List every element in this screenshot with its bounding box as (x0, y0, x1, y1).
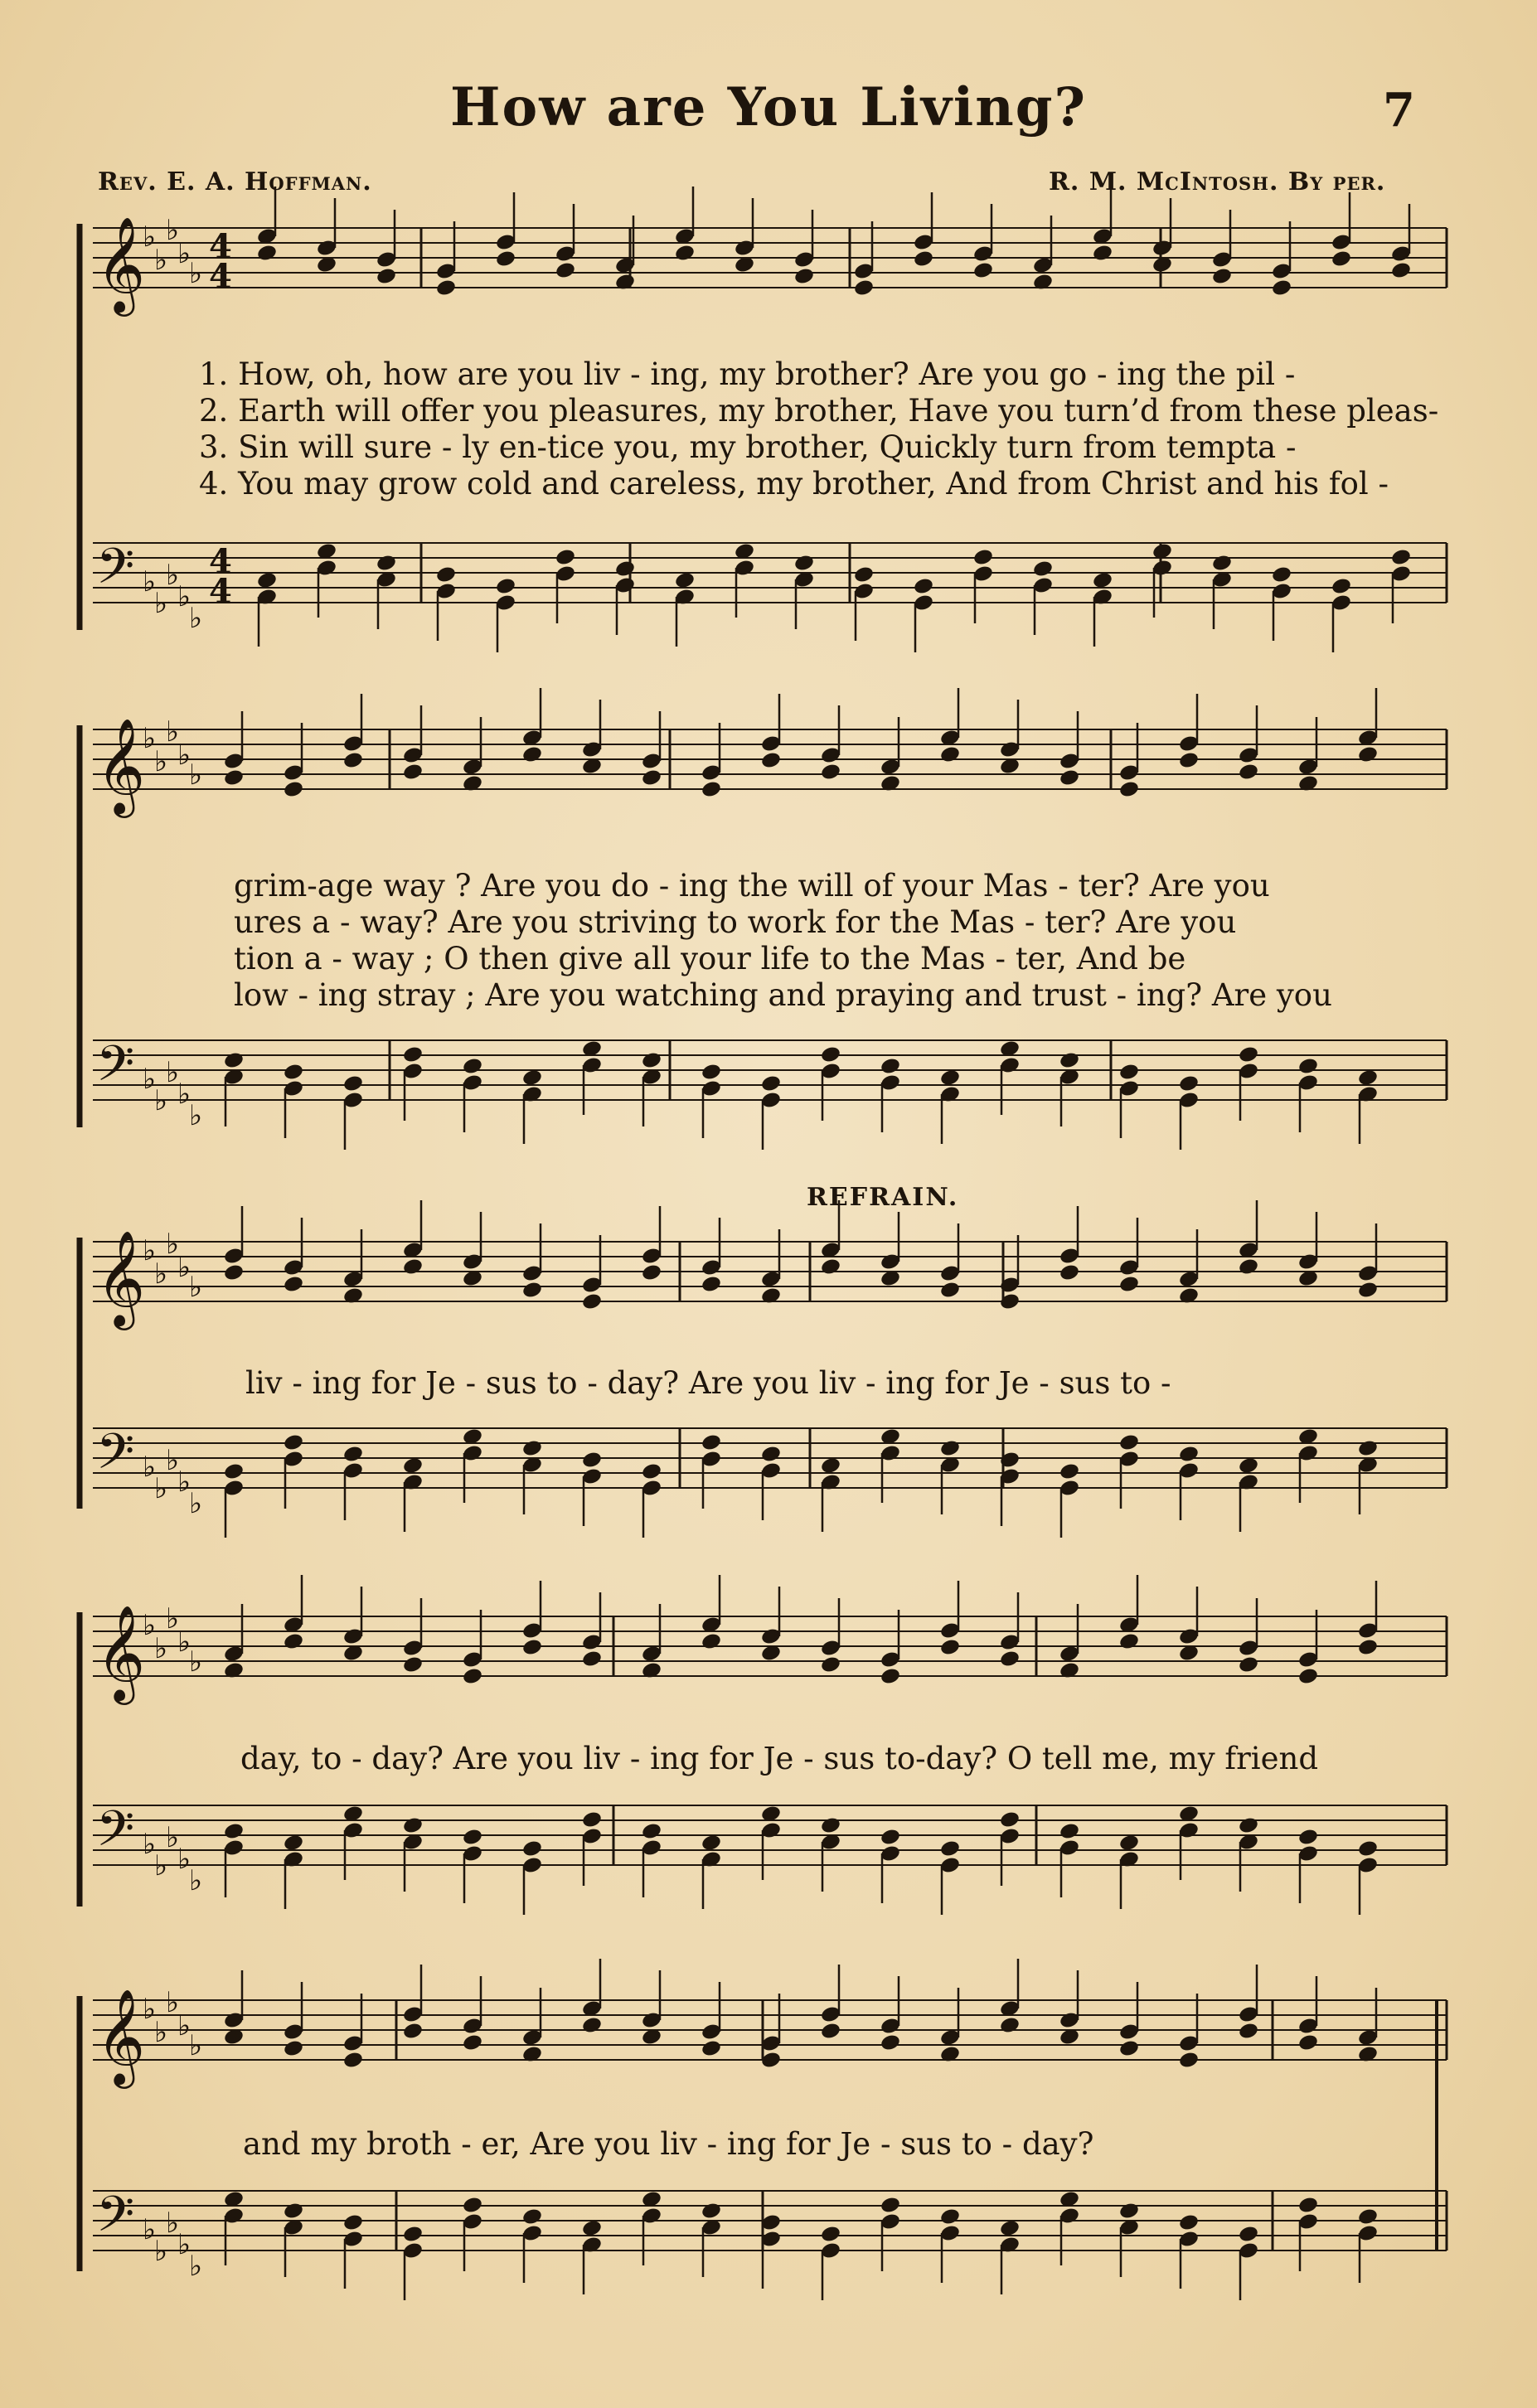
note-head (283, 1063, 304, 1082)
flat-sign-icon: ♭ (166, 1821, 180, 1854)
note-head (342, 1074, 364, 1093)
note-head (376, 554, 397, 573)
note-head (701, 1433, 722, 1452)
note-head (820, 1257, 841, 1277)
treble-clef-icon: 𝄞 (96, 1988, 146, 2085)
note-head (435, 279, 457, 298)
refrain-line-1: liv - ing for Je - sus to - day? Are you liv - ing for Je - sus to - (245, 1365, 1171, 1401)
note-head (1238, 1655, 1259, 1674)
note-head (462, 1828, 483, 1847)
time-signature-top: 4 (209, 227, 232, 266)
note-head (1118, 1275, 1140, 1294)
flat-sign-icon: ♭ (154, 1632, 168, 1665)
note-head (1092, 244, 1113, 263)
note-head (853, 279, 875, 298)
hymn-title: How are You Living? (450, 76, 1087, 138)
note-head (1118, 1433, 1140, 1452)
note-head (939, 1439, 961, 1458)
note-head (1118, 1632, 1140, 1651)
note-head (793, 267, 815, 286)
note-head (641, 1051, 662, 1070)
bass-clef-icon: 𝄢 (96, 1800, 135, 1869)
note-head (342, 2051, 364, 2070)
note-head (999, 2219, 1021, 2238)
note-head (820, 2225, 841, 2244)
flat-sign-icon: ♭ (177, 1466, 192, 1499)
note-head (1211, 554, 1233, 573)
time-signature-top: 4 (209, 542, 232, 581)
note-head (820, 1456, 841, 1475)
note-head (1357, 1638, 1379, 1657)
flat-sign-icon: ♭ (154, 2235, 168, 2268)
note-head (555, 548, 576, 567)
flat-sign-icon: ♭ (154, 1849, 168, 1882)
note-head (581, 2016, 603, 2035)
treble-clef-icon: 𝄞 (96, 1604, 146, 1701)
note-head (581, 1451, 603, 1470)
note-head (1118, 2039, 1140, 2058)
flat-sign-icon: ♭ (166, 559, 180, 592)
flat-sign-icon: ♭ (177, 1251, 192, 1284)
flat-sign-icon: ♭ (154, 1084, 168, 1117)
note-head (820, 2022, 841, 2041)
note-head (342, 1445, 364, 1464)
flat-sign-icon: ♭ (189, 2029, 203, 2062)
note-head (1059, 1051, 1080, 1070)
note-head (283, 1834, 304, 1853)
note-head (256, 571, 278, 590)
note-head (701, 1834, 722, 1853)
bass-clef-icon: 𝄢 (96, 1422, 135, 1492)
composer-credit: R. M. McIntosh. By per. (1049, 167, 1386, 196)
note-head (701, 2039, 722, 2058)
note-head (880, 1828, 901, 1847)
note-head (939, 1281, 961, 1300)
verse-4-line-1: 4. You may grow cold and careless, my brother, And from Christ and his fol - (199, 466, 1389, 501)
note-head (674, 244, 696, 263)
note-head (223, 1051, 245, 1070)
time-signature-bottom: 4 (209, 257, 232, 296)
note-head (402, 1045, 424, 1064)
note-head (462, 2196, 483, 2215)
note-head (1297, 1057, 1319, 1076)
note-head (376, 267, 397, 286)
note-head (1238, 763, 1259, 782)
note-head (1331, 577, 1352, 596)
author-credit: Rev. E. A. Hoffman. (98, 167, 372, 196)
verse-1-line-2: grim-age way ? Are you do - ing the will of your Mas - ter? Are you (234, 868, 1270, 904)
flat-sign-icon: ♭ (143, 722, 157, 755)
flat-sign-icon: ♭ (143, 1234, 157, 1267)
note-head (939, 745, 961, 764)
refrain-line-3: and my broth - er, Are you liv - ing for Je - sus to - day? (243, 2126, 1094, 2162)
note-head (1238, 1456, 1259, 1475)
note-head (1271, 565, 1292, 584)
note-head (402, 763, 424, 782)
flat-sign-icon: ♭ (143, 1609, 157, 1642)
note-head (1118, 2202, 1140, 2221)
note-head (760, 1445, 782, 1464)
note-head (880, 2033, 901, 2052)
note-head (521, 1281, 543, 1300)
time-signature-bottom: 4 (209, 572, 232, 611)
note-head (521, 1068, 543, 1088)
note-head (402, 2225, 424, 2244)
note-head (999, 1650, 1021, 1669)
flat-sign-icon: ♭ (143, 1828, 157, 1861)
note-head (283, 780, 304, 799)
note-head (701, 1063, 722, 1082)
treble-clef-icon: 𝄞 (96, 1229, 146, 1326)
note-head (1390, 548, 1412, 567)
page-number: 7 (1383, 83, 1415, 138)
note-head (555, 261, 576, 280)
note-head (1211, 267, 1233, 286)
flat-sign-icon: ♭ (166, 1444, 180, 1477)
note-head (939, 2207, 961, 2226)
flat-sign-icon: ♭ (177, 237, 192, 270)
note-head (999, 1810, 1021, 1829)
note-head (793, 554, 815, 573)
note-head (462, 2033, 483, 2052)
note-head (256, 244, 278, 263)
note-head (701, 1275, 722, 1294)
note-head (1297, 1828, 1319, 1847)
verse-2-line-1: 2. Earth will offer you pleasures, my brother, Have you turn’d from these pleas- (199, 393, 1439, 429)
note-head (1357, 1839, 1379, 1858)
note-head (462, 1667, 483, 1686)
flat-sign-icon: ♭ (177, 1078, 192, 1111)
note-head (820, 1655, 841, 1674)
note-head (1331, 250, 1352, 269)
flat-sign-icon: ♭ (177, 739, 192, 772)
note-head (820, 1816, 841, 1835)
note-head (581, 2219, 603, 2238)
note-head (614, 560, 636, 579)
flat-sign-icon: ♭ (143, 1993, 157, 2026)
note-head (1297, 2033, 1319, 2052)
note-head (641, 1822, 662, 1841)
note-head (402, 1655, 424, 1674)
refrain-label: REFRAIN. (807, 1183, 959, 1212)
note-head (1357, 1068, 1379, 1088)
note-head (972, 261, 994, 280)
note-head (1059, 1462, 1080, 1481)
note-head (283, 2039, 304, 2058)
note-head (880, 2196, 901, 2215)
note-head (342, 751, 364, 770)
flat-sign-icon: ♭ (177, 2009, 192, 2042)
note-head (853, 565, 875, 584)
note-head (820, 1045, 841, 1064)
verse-2-line-2: ures a - way? Are you striving to work for the Mas - ter? Are you (234, 904, 1237, 940)
refrain-line-2: day, to - day? Are you liv - ing for Je - sus to-day? O tell me, my friend (240, 1741, 1319, 1776)
note-head (1178, 1445, 1200, 1464)
note-head (1032, 560, 1054, 579)
note-head (581, 1810, 603, 1829)
flat-sign-icon: ♭ (166, 2207, 180, 2240)
flat-sign-icon: ♭ (143, 220, 157, 254)
note-head (820, 763, 841, 782)
note-head (495, 250, 516, 269)
flat-sign-icon: ♭ (143, 1063, 157, 1096)
flat-sign-icon: ♭ (189, 1645, 203, 1679)
note-head (402, 1257, 424, 1277)
flat-sign-icon: ♭ (189, 758, 203, 792)
note-head (1390, 261, 1412, 280)
note-head (1178, 2051, 1200, 2070)
note-head (521, 1839, 543, 1858)
flat-sign-icon: ♭ (177, 580, 192, 613)
note-head (1118, 780, 1140, 799)
note-head (1059, 1263, 1080, 1282)
verse-3-line-1: 3. Sin will sure - ly en-tice you, my brother, Quickly turn from tempta - (199, 429, 1297, 465)
note-head (880, 1667, 901, 1686)
note-head (283, 1275, 304, 1294)
note-head (972, 548, 994, 567)
note-head (674, 571, 696, 590)
note-head (1357, 1281, 1379, 1300)
flat-sign-icon: ♭ (166, 1986, 180, 2019)
note-head (1238, 2022, 1259, 2041)
flat-sign-icon: ♭ (154, 745, 168, 778)
note-head (701, 2202, 722, 2221)
note-head (1357, 745, 1379, 764)
flat-sign-icon: ♭ (166, 1228, 180, 1261)
bass-clef-icon: 𝄢 (96, 537, 135, 607)
note-head (1118, 1834, 1140, 1853)
flat-sign-icon: ♭ (154, 1472, 168, 1505)
flat-sign-icon: ♭ (189, 1487, 203, 1520)
note-head (1238, 1045, 1259, 1064)
note-head (1238, 1816, 1259, 1835)
note-head (283, 2202, 304, 2221)
note-head (223, 1462, 245, 1481)
verse-4-line-2: low - ing stray ; Are you watching and praying and trust - ing? Are you (234, 977, 1332, 1013)
note-head (701, 1632, 722, 1651)
treble-clef-icon: 𝄞 (96, 216, 146, 313)
note-head (223, 1263, 245, 1282)
note-head (1297, 2196, 1319, 2215)
flat-sign-icon: ♭ (143, 1451, 157, 1484)
note-head (641, 768, 662, 787)
flat-sign-icon: ♭ (154, 587, 168, 620)
flat-sign-icon: ♭ (166, 715, 180, 749)
note-head (1118, 1063, 1140, 1082)
note-head (521, 2207, 543, 2226)
note-head (1357, 1439, 1379, 1458)
note-head (283, 1433, 304, 1452)
note-head (521, 745, 543, 764)
note-head (760, 1074, 782, 1093)
note-head (939, 1839, 961, 1858)
flat-sign-icon: ♭ (177, 1626, 192, 1659)
note-head (939, 1638, 961, 1657)
note-head (880, 1057, 901, 1076)
flat-sign-icon: ♭ (143, 2213, 157, 2246)
note-head (760, 751, 782, 770)
note-head (521, 1439, 543, 1458)
verse-1-line-1: 1. How, oh, how are you liv - ing, my brother? Are you go - ing the pil - (199, 356, 1296, 392)
note-head (1271, 279, 1292, 298)
note-head (1238, 1257, 1259, 1277)
note-head (1092, 571, 1113, 590)
note-head (1059, 768, 1080, 787)
note-head (1297, 1667, 1319, 1686)
note-head (521, 1638, 543, 1657)
flat-sign-icon: ♭ (177, 1843, 192, 1876)
note-head (402, 2022, 424, 2041)
flat-sign-icon: ♭ (189, 1864, 203, 1897)
flat-sign-icon: ♭ (154, 244, 168, 277)
flat-sign-icon: ♭ (189, 257, 203, 290)
note-head (581, 1650, 603, 1669)
note-head (402, 1456, 424, 1475)
note-head (913, 577, 934, 596)
flat-sign-icon: ♭ (189, 1271, 203, 1304)
note-head (1059, 1822, 1080, 1841)
flat-sign-icon: ♭ (166, 1602, 180, 1635)
flat-sign-icon: ♭ (189, 2250, 203, 2283)
note-head (1178, 751, 1200, 770)
bass-clef-icon: 𝄢 (96, 2185, 135, 2255)
flat-sign-icon: ♭ (177, 2228, 192, 2261)
note-head (701, 780, 722, 799)
note-head (495, 577, 516, 596)
flat-sign-icon: ♭ (154, 2016, 168, 2049)
bass-clef-icon: 𝄢 (96, 1034, 135, 1104)
treble-clef-icon: 𝄞 (96, 717, 146, 814)
note-head (641, 1263, 662, 1282)
note-head (999, 2016, 1021, 2035)
note-head (1238, 2225, 1259, 2244)
flat-sign-icon: ♭ (154, 1257, 168, 1291)
note-head (1357, 2207, 1379, 2226)
note-head (435, 565, 457, 584)
flat-sign-icon: ♭ (166, 1056, 180, 1089)
note-head (1178, 1074, 1200, 1093)
note-head (223, 1822, 245, 1841)
note-head (939, 1068, 961, 1088)
note-head (402, 1816, 424, 1835)
note-head (223, 768, 245, 787)
note-head (581, 1292, 603, 1311)
note-head (913, 250, 934, 269)
note-head (342, 2213, 364, 2232)
flat-sign-icon: ♭ (143, 565, 157, 598)
verse-3-line-2: tion a - way ; O then give all your life to the Mas - ter, And be (234, 941, 1186, 976)
flat-sign-icon: ♭ (189, 1099, 203, 1132)
note-head (1178, 2213, 1200, 2232)
note-head (462, 1057, 483, 1076)
note-head (641, 1462, 662, 1481)
flat-sign-icon: ♭ (189, 602, 203, 635)
flat-sign-icon: ♭ (166, 214, 180, 247)
note-head (283, 1632, 304, 1651)
